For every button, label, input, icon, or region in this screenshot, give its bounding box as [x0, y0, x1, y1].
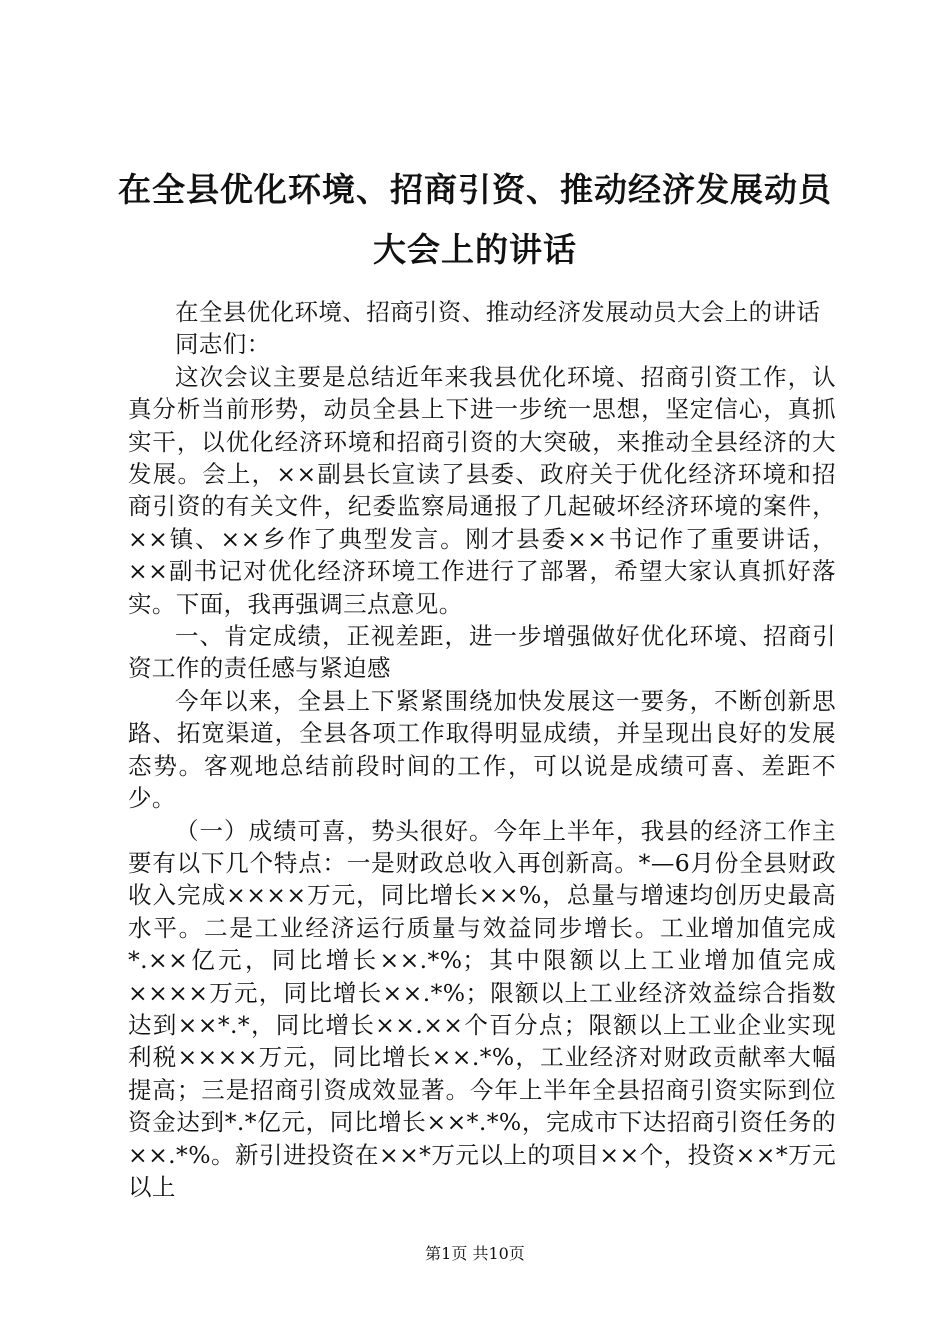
paragraph-overview: 今年以来，全县上下紧紧围绕加快发展这一要务，不断创新思路、拓宽渠道，全县各项工作取得明显成绩，并呈现出良好的发展态势。客观地总结前段时间的工作，可以说是成绩可喜、差距不少。	[128, 686, 836, 813]
paragraph-heading-repeat: 在全县优化环境、招商引资、推动经济发展动员大会上的讲话	[175, 298, 821, 326]
paragraph-intro: 这次会议主要是总结近年来我县优化环境、招商引资工作，认真分析当前形势，动员全县上下进一步统一思想，坚定信心，真抓实干，以优化经济环境和招商引资的大突破，来推动全县经济的大发展。会上，××副县长宣读了县委、政府关于优化经济环境和招商引资的有关文件，纪委监察局通报了几起破坏经济环境的案件，××镇、××乡作了典型发言。刚才县委××书记作了重要讲话，××副书记对优化经济环境工作进行了部署，希望大家认真抓好落实。下面，我再强调三点意见。	[128, 362, 836, 618]
section-heading-1: 一、肯定成绩，正视差距，进一步增强做好优化环境、招商引资工作的责任感与紧迫感	[128, 622, 836, 683]
paragraph-achievements: （一）成绩可喜，势头很好。今年上半年，我县的经济工作主要有以下几个特点：一是财政总收入再创新高。*—6月份全县财政收入完成××××万元，同比增长××%，总量与增速均创历史最高水平。二是工业经济运行质量与效益同步增长。工业增加值完成*.××亿元，同比增长××.*%；其中限额以上工业增加值完成××××万元，同比增长××.*%；限额以上工业经济效益综合指数达到××*.*，同比增长××.××个百分点；限额以上工业企业实现利税××××万元，同比增长××.*%，工业经济对财政贡献率大幅提高；三是招商引资成效显著。今年上半年全县招商引资实际到位资金达到*.*亿元，同比增长××*.*%，完成市下达招商引资任务的××.*%。新引进投资在××*万元以上的项目××个，投资××*万元以上	[128, 816, 836, 1201]
document-body	[128, 296, 836, 1203]
page-number-footer: 第1页 共10页	[425, 1244, 525, 1263]
paragraph-salutation: 同志们：	[175, 330, 271, 359]
document-title: 在全县优化环境、招商引资、推动经济发展动员大会上的讲话	[118, 170, 832, 269]
